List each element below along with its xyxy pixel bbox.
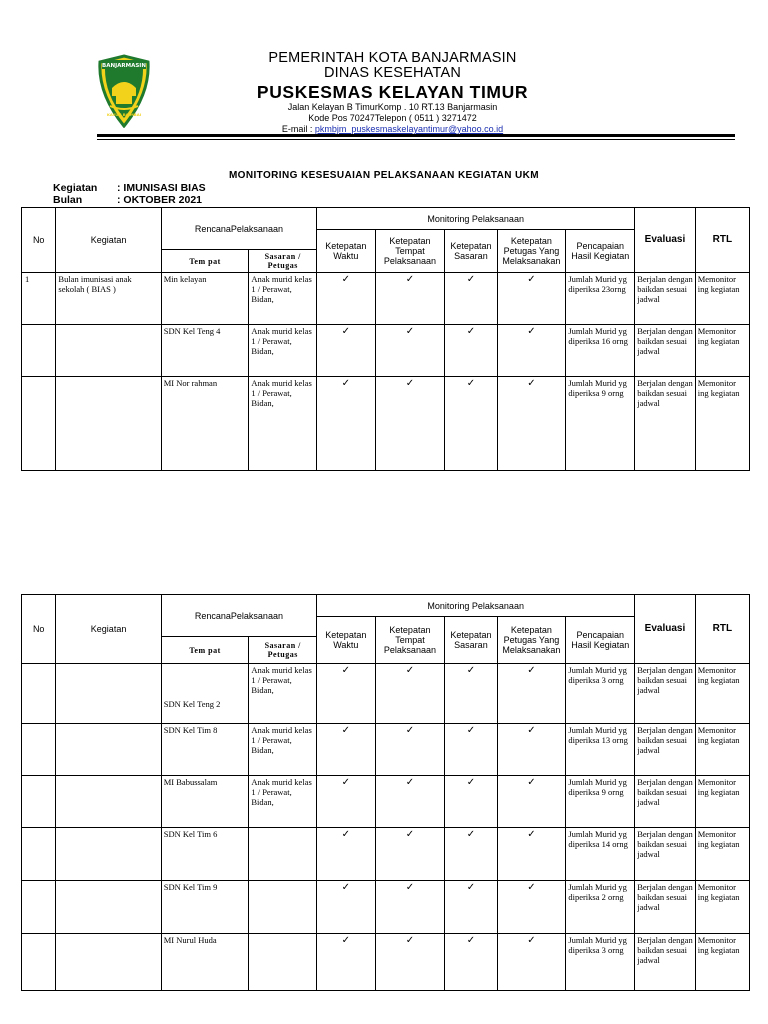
row-kegiatan [56,664,161,724]
row-evaluasi: Berjalan dengan baikdan sesuai jadwal [635,776,695,828]
row-no [22,377,56,471]
row-kegiatan [56,776,161,828]
row-evaluasi: Berjalan dengan baikdan sesuai jadwal [635,724,695,776]
row-kegiatan [56,828,161,881]
check-ketepatan-waktu: ✓ [317,724,375,776]
row-no [22,776,56,828]
row-hasil: Jumlah Murid yg diperiksa 14 orng [566,828,635,881]
row-sasaran: Anak murid kelas 1 / Perawat, Bidan, [249,724,317,776]
row-hasil: Jumlah Murid yg diperiksa 9 orng [566,377,635,471]
table-row [22,325,750,377]
table-2-body [22,664,750,991]
check-ketepatan-sasaran: ✓ [445,377,497,471]
row-tempat: SDN Kel Teng 4 [161,325,249,377]
check-ketepatan-sasaran: ✓ [445,934,497,991]
email-link[interactable]: pkmbjm_puskesmaskelayantimur@yahoo.co.id [314,124,504,134]
table-row [22,776,750,828]
header-rtl: RTL [695,208,749,273]
kegiatan-label: Kegiatan [53,182,98,194]
row-kegiatan [56,325,161,377]
table-row [22,664,750,724]
header-monitoring: Monitoring Pelaksanaan [317,208,635,230]
row-kegiatan [56,724,161,776]
check-ketepatan-sasaran: ✓ [445,724,497,776]
logo-top-text: BANJARMASIN [102,63,146,69]
row-evaluasi: Berjalan dengan baikdan sesuai jadwal [635,273,695,325]
row-rtl: Memonitor ing kegiatan [695,325,749,377]
header-sasaran: Sasaran / Petugas [249,637,317,664]
check-ketepatan-tempat: ✓ [375,934,445,991]
email-label: E-mail : [281,124,313,134]
header-evaluasi: Evaluasi [635,595,695,664]
check-ketepatan-petugas: ✓ [497,325,566,377]
check-ketepatan-tempat: ✓ [375,325,445,377]
logo-bottom-text: KAYUH BAIMBAI [106,112,142,117]
row-rtl: Memonitor ing kegiatan [695,776,749,828]
table-1-body [22,273,750,471]
row-hasil: Jumlah Murid yg diperiksa 9 orng [566,776,635,828]
check-ketepatan-petugas: ✓ [497,724,566,776]
check-ketepatan-petugas: ✓ [497,934,566,991]
check-ketepatan-waktu: ✓ [317,273,375,325]
check-ketepatan-sasaran: ✓ [445,325,497,377]
bulan-line [53,194,202,206]
header-kegiatan: Kegiatan [56,595,161,664]
row-tempat: SDN Kel Tim 8 [161,724,249,776]
row-no [22,325,56,377]
header-monitoring: Monitoring Pelaksanaan [317,595,635,617]
government-name: PEMERINTAH KOTA BANJARMASIN [268,50,517,66]
row-rtl: Memonitor ing kegiatan [695,881,749,934]
postal-phone-line: Kode Pos 70247Telepon ( 0511 ) 3271472 [308,113,477,123]
table-row [22,828,750,881]
check-ketepatan-waktu: ✓ [317,881,375,934]
check-ketepatan-tempat: ✓ [375,776,445,828]
letterhead-text [200,50,585,135]
row-rtl: Memonitor ing kegiatan [695,273,749,325]
check-ketepatan-tempat: ✓ [375,377,445,471]
row-hasil: Jumlah Murid yg diperiksa 2 orng [566,881,635,934]
row-sasaran: Anak murid kelas 1 / Perawat, Bidan, [249,664,317,724]
check-ketepatan-petugas: ✓ [497,377,566,471]
row-kegiatan [56,881,161,934]
header-no: No [22,595,56,664]
row-no [22,934,56,991]
row-evaluasi: Berjalan dengan baikdan sesuai jadwal [635,934,695,991]
header-ketepatan-waktu: Ketepatan Waktu [317,617,375,664]
row-sasaran: Anak murid kelas 1 / Perawat, Bidan, [249,776,317,828]
check-ketepatan-sasaran: ✓ [445,664,497,724]
row-tempat: SDN Kel Tim 9 [161,881,249,934]
check-ketepatan-tempat: ✓ [375,724,445,776]
header-ketepatan-tempat: Ketepatan Tempat Pelaksanaan [375,230,445,273]
row-evaluasi: Berjalan dengan baikdan sesuai jadwal [635,325,695,377]
check-ketepatan-waktu: ✓ [317,377,375,471]
row-hasil: Jumlah Murid yg diperiksa 16 orng [566,325,635,377]
header-tempat: Tem pat [161,250,249,273]
row-no [22,724,56,776]
letterhead [0,0,768,145]
check-ketepatan-sasaran: ✓ [445,828,497,881]
row-tempat: SDN Kel Tim 6 [161,828,249,881]
header-pencapaian: Pencapaian Hasil Kegiatan [566,617,635,664]
row-no: 1 [22,273,56,325]
row-no [22,881,56,934]
header-pencapaian: Pencapaian Hasil Kegiatan [566,230,635,273]
check-ketepatan-sasaran: ✓ [445,881,497,934]
row-hasil: Jumlah Murid yg diperiksa 3 orng [566,934,635,991]
row-tempat: SDN Kel Teng 2 [161,664,249,724]
row-rtl: Memonitor ing kegiatan [695,377,749,471]
header-ketepatan-waktu: Ketepatan Waktu [317,230,375,273]
check-ketepatan-tempat: ✓ [375,881,445,934]
table-row [22,724,750,776]
row-tempat: Min kelayan [161,273,249,325]
check-ketepatan-sasaran: ✓ [445,273,497,325]
check-ketepatan-waktu: ✓ [317,828,375,881]
check-ketepatan-waktu: ✓ [317,776,375,828]
row-kegiatan: Bulan imunisasi anak sekolah ( BIAS ) [56,273,161,325]
check-ketepatan-tempat: ✓ [375,273,445,325]
bulan-value: : OKTOBER 2021 [117,194,202,206]
row-evaluasi: Berjalan dengan baikdan sesuai jadwal [635,881,695,934]
check-ketepatan-waktu: ✓ [317,664,375,724]
bulan-label: Bulan [53,194,83,206]
check-ketepatan-sasaran: ✓ [445,776,497,828]
row-tempat: MI Nurul Huda [161,934,249,991]
monitoring-table-1 [21,207,750,471]
table-row [22,377,750,471]
header-ketepatan-petugas: Ketepatan Petugas Yang Melaksanakan [497,230,566,273]
row-sasaran: Anak murid kelas 1 / Perawat, Bidan, [249,273,317,325]
row-sasaran [249,828,317,881]
header-rencana: RencanaPelaksanaan [161,208,316,250]
row-no [22,664,56,724]
row-rtl: Memonitor ing kegiatan [695,664,749,724]
row-sasaran: Anak murid kelas 1 / Perawat, Bidan, [249,325,317,377]
row-evaluasi: Berjalan dengan baikdan sesuai jadwal [635,828,695,881]
row-hasil: Jumlah Murid yg diperiksa 3 orng [566,664,635,724]
row-evaluasi: Berjalan dengan baikdan sesuai jadwal [635,664,695,724]
row-rtl: Memonitor ing kegiatan [695,828,749,881]
row-tempat: MI Nor rahman [161,377,249,471]
check-ketepatan-waktu: ✓ [317,934,375,991]
table-row [22,934,750,991]
check-ketepatan-petugas: ✓ [497,273,566,325]
check-ketepatan-petugas: ✓ [497,828,566,881]
agency-name: DINAS KESEHATAN [323,65,462,81]
row-hasil: Jumlah Murid yg diperiksa 23orng [566,273,635,325]
row-evaluasi: Berjalan dengan baikdan sesuai jadwal [635,377,695,471]
header-rtl: RTL [695,595,749,664]
institution-name: PUSKESMAS KELAYAN TIMUR [256,82,529,102]
row-tempat: MI Babussalam [161,776,249,828]
header-kegiatan: Kegiatan [56,208,161,273]
banjarmasin-city-logo [96,54,152,128]
header-tempat: Tem pat [161,637,249,664]
row-rtl: Memonitor ing kegiatan [695,934,749,991]
check-ketepatan-petugas: ✓ [497,776,566,828]
document-title: MONITORING KESESUAIAN PELAKSANAAN KEGIATAN UKM [228,170,540,181]
row-no [22,828,56,881]
kegiatan-value: : IMUNISASI BIAS [117,182,206,194]
check-ketepatan-waktu: ✓ [317,325,375,377]
row-kegiatan [56,934,161,991]
header-ketepatan-petugas: Ketepatan Petugas Yang Melaksanakan [497,617,566,664]
row-sasaran [249,881,317,934]
row-kegiatan [56,377,161,471]
header-no: No [22,208,56,273]
letterhead-rule-thin [97,139,735,140]
header-ketepatan-tempat: Ketepatan Tempat Pelaksanaan [375,617,445,664]
row-sasaran: Anak murid kelas 1 / Perawat, Bidan, [249,377,317,471]
check-ketepatan-petugas: ✓ [497,881,566,934]
header-ketepatan-sasaran: Ketepatan Sasaran [445,617,497,664]
kegiatan-line [53,182,206,194]
monitoring-table-2 [21,594,750,991]
letterhead-rule-thick [97,134,735,137]
table-row [22,881,750,934]
check-ketepatan-petugas: ✓ [497,664,566,724]
row-rtl: Memonitor ing kegiatan [695,724,749,776]
row-hasil: Jumlah Murid yg diperiksa 13 orng [566,724,635,776]
header-rencana: RencanaPelaksanaan [161,595,316,637]
header-ketepatan-sasaran: Ketepatan Sasaran [445,230,497,273]
header-sasaran: Sasaran / Petugas [249,250,317,273]
address-line: Jalan Kelayan B TimurKomp . 10 RT.13 Banjarmasin [287,102,498,112]
row-sasaran [249,934,317,991]
check-ketepatan-tempat: ✓ [375,664,445,724]
header-evaluasi: Evaluasi [635,208,695,273]
check-ketepatan-tempat: ✓ [375,828,445,881]
table-row [22,273,750,325]
